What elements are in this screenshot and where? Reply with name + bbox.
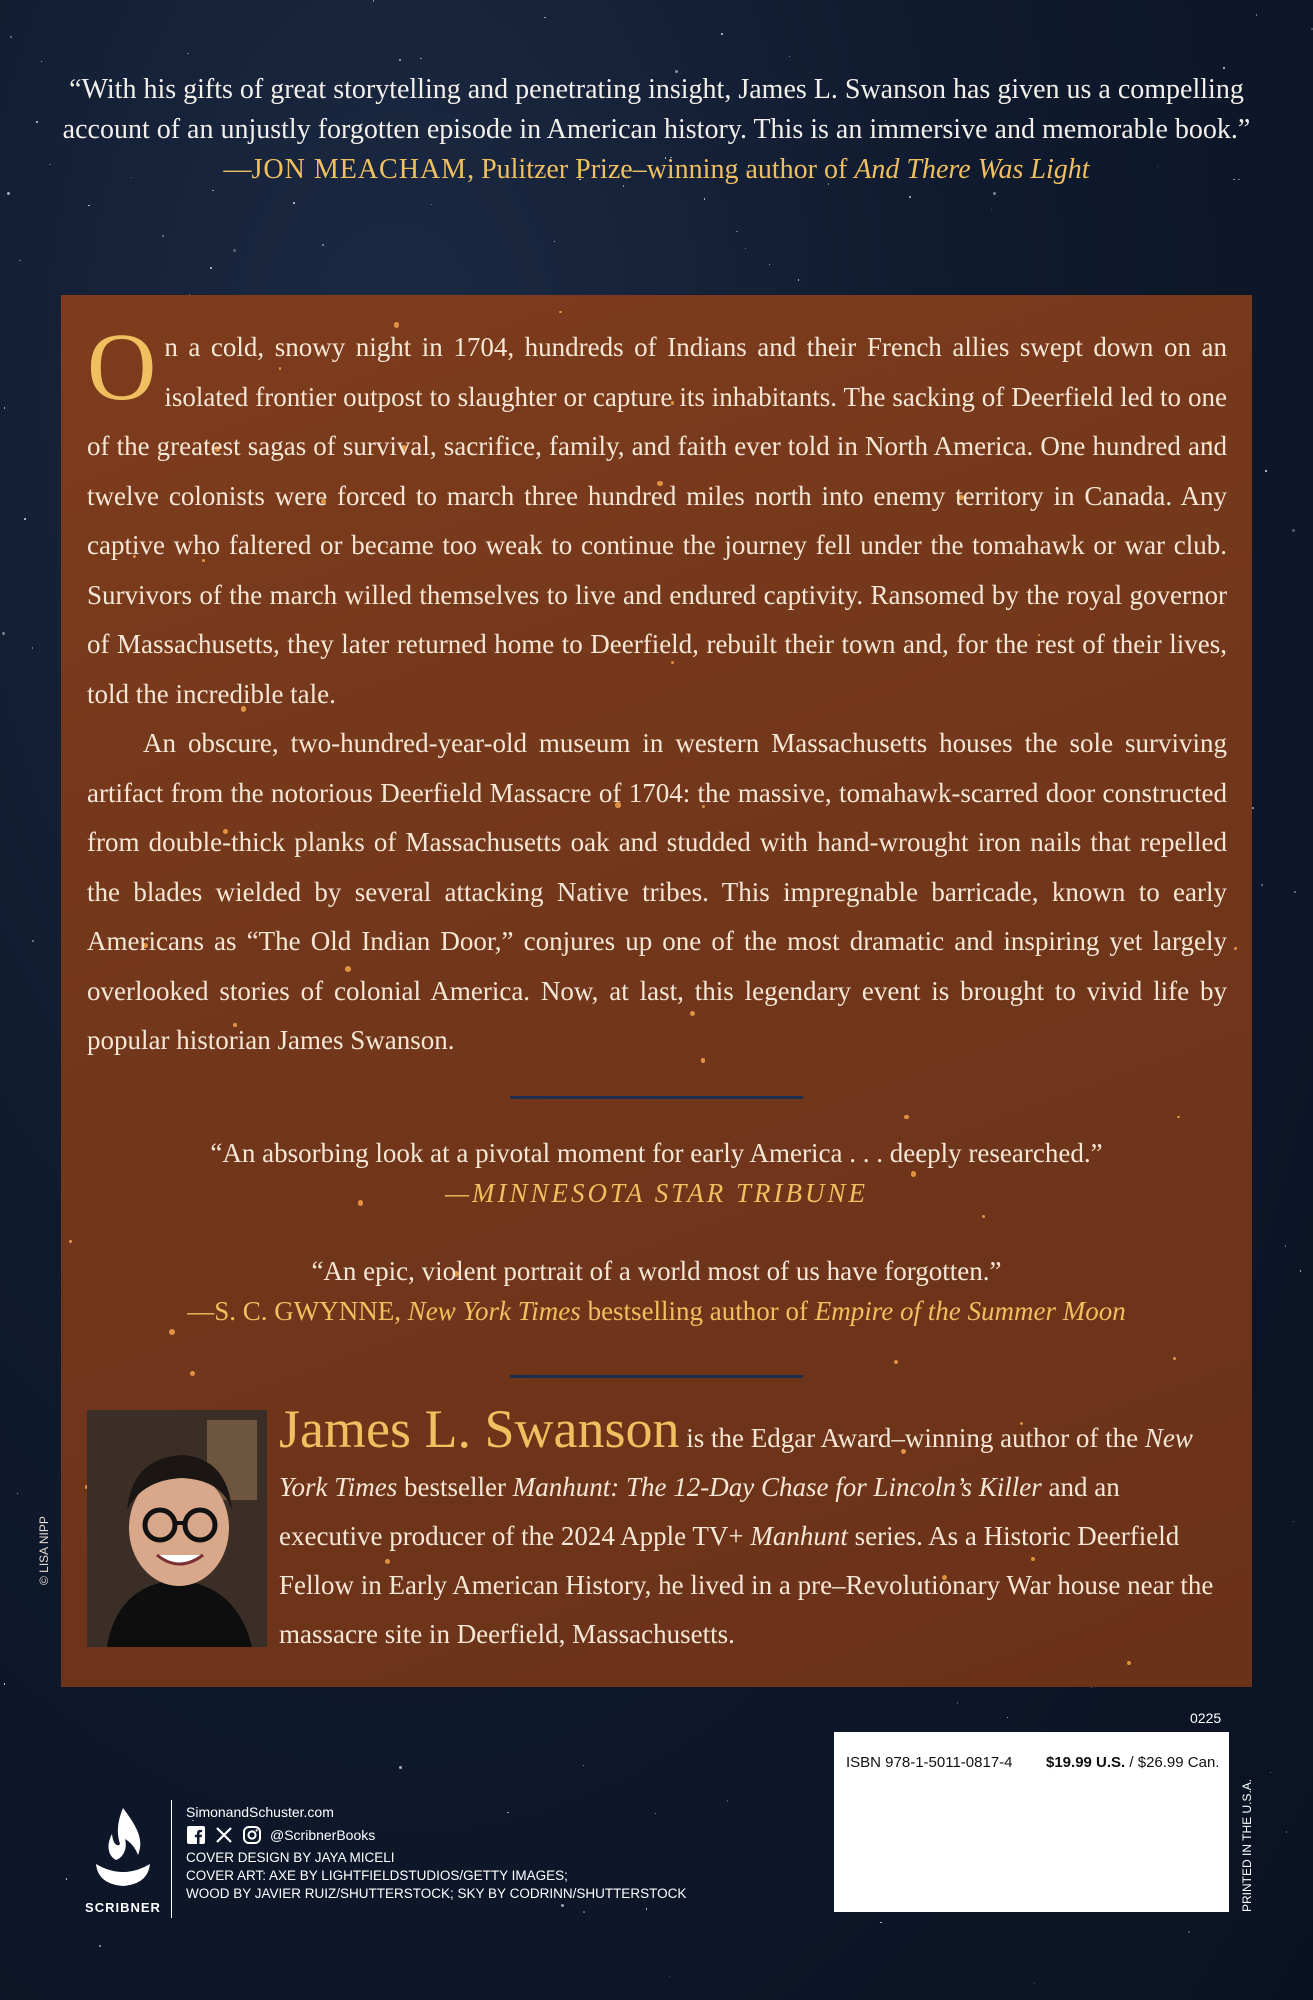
star	[646, 1908, 648, 1910]
attribution-name: JON MEACHAM	[251, 154, 468, 185]
star	[1292, 529, 1295, 532]
star	[17, 1493, 19, 1495]
star	[36, 121, 38, 123]
flame-icon	[78, 1800, 168, 1898]
star	[19, 260, 21, 262]
quote-text: “An epic, violent portrait of a world most of us have forgotten.”	[311, 1256, 1002, 1286]
star	[1311, 28, 1313, 30]
star	[32, 940, 34, 942]
publisher-wordmark: SCRIBNER	[85, 1900, 161, 1915]
ember	[1127, 1661, 1131, 1665]
top-quote-text: “With his gifts of great storytelling and penetrating insight, James L. Swanson has given us a compelling account of an unjustly forgotten episode in American history. This is an immersive and memorable book.”	[62, 74, 1251, 145]
ember	[190, 1371, 195, 1376]
photo-credit: © LISA NIPP	[37, 1516, 51, 1585]
star	[1256, 14, 1258, 16]
quote-text: “An absorbing look at a pivotal moment for early America . . . deeply researched.”	[210, 1138, 1103, 1168]
price: $19.99 U.S. / $26.99 Can.	[1046, 1754, 1220, 1771]
star	[583, 1765, 585, 1767]
star	[373, 0, 375, 2]
star	[1294, 891, 1296, 893]
social-handle[interactable]: @ScribnerBooks	[270, 1827, 376, 1843]
top-quote-attribution: —JON MEACHAM, Pulitzer Prize–winning author of And There Was Light	[223, 154, 1090, 185]
author-photo	[87, 1410, 267, 1647]
facebook-icon[interactable]	[186, 1825, 206, 1845]
star	[769, 264, 771, 266]
star	[210, 267, 212, 269]
x-icon[interactable]	[214, 1825, 234, 1845]
paragraph-2: An obscure, two-hundred-year-old museum in western Massachusetts houses the sole surviving artifact from the notorious Deerfield Massacre of 1704: the massive, tomahawk-scarred door constructed from double-thick planks of Massachusetts oak and studded with hand-wrought iron nails that repelled the blades wielded by several attacking Native tribes. This impregnable barricade, known to early Americans as “The Old Indian Door,” conjures up one of the most dramatic and inspiring yet largely overlooked stories of colonial America. Now, at last, this legendary event is brought to vivid life by popular historian James Swanson.	[87, 728, 1227, 1055]
ember	[894, 1360, 898, 1364]
ember	[1177, 1116, 1180, 1119]
credit-line: COVER DESIGN BY JAYA MICELI	[186, 1850, 395, 1865]
star	[991, 209, 993, 211]
barcode-box	[834, 1732, 1229, 1912]
star	[721, 33, 723, 35]
divider-rule	[510, 1096, 803, 1099]
star	[88, 205, 90, 207]
scribner-logo	[78, 1800, 168, 1920]
star	[1300, 1270, 1302, 1272]
ember	[904, 1115, 908, 1119]
star	[745, 248, 747, 250]
star	[1293, 1521, 1295, 1523]
star	[1188, 1931, 1190, 1933]
star	[1261, 884, 1263, 886]
author-portrait-illustration	[87, 1410, 267, 1647]
star	[322, 244, 324, 246]
social-links	[186, 1821, 686, 1849]
description-panel	[37, 295, 1252, 1687]
ember	[69, 1240, 72, 1243]
star	[1285, 1245, 1287, 1247]
star	[66, 1878, 68, 1880]
star	[909, 196, 911, 198]
star	[399, 1766, 402, 1769]
star	[1007, 1717, 1009, 1719]
star	[24, 518, 26, 520]
star	[233, 249, 236, 252]
star	[32, 647, 34, 649]
star	[293, 202, 295, 204]
author-bio: James L. Swanson is the Edgar Award–winning author of the New York Times bestseller Manhunt: The 12-Day Chase for Lincoln’s Killer and an executive producer of the 2024 Apple TV+ Manhunt series. As a Historic Deerfield Fellow in Early American History, he lived in a pre–Revolutionary War house near the massacre site in Deerfield, Massachusetts.	[279, 1399, 1214, 1649]
star	[1265, 470, 1267, 472]
star	[41, 61, 43, 63]
star	[704, 198, 706, 200]
star	[583, 1911, 585, 1913]
top-quote	[60, 70, 1253, 190]
star	[162, 235, 164, 237]
paragraph-1: n a cold, snowy night in 1704, hundreds of Indians and their French allies swept down on an isolated frontier outpost to slaughter or capture its inhabitants. The sacking of Deerfield led to one of the greatest sagas of survival, sacrifice, family, and faith ever told in North America. One hundred and twelve colonists were forced to march three hundred miles north into enemy territory in Canada. Any captive who faltered or became too weak to continue the journey fell under the tomahawk or war club. Survivors of the march willed themselves to live and endured captivity. Ransomed by the royal governor of Massachusetts, they later returned home to Deerfield, rebuilt their town and, for the rest of their lives, told the incredible tale.	[87, 332, 1227, 709]
review-quote-gwynne	[61, 1251, 1252, 1331]
description-text	[87, 313, 1227, 1066]
isbn: ISBN 978-1-5011-0817-4	[846, 1754, 1013, 1771]
star	[10, 36, 12, 38]
star	[1286, 1831, 1288, 1833]
footer-credits	[186, 1803, 686, 1903]
ember	[1173, 1357, 1176, 1360]
ember	[982, 1215, 985, 1218]
credit-line: COVER ART: AXE BY LIGHTFIELDSTUDIOS/GETTY IMAGES;	[186, 1868, 568, 1883]
star	[7, 192, 10, 195]
quote-source: —MINNESOTA STAR TRIBUNE	[444, 1178, 868, 1208]
star	[4, 407, 6, 409]
drop-cap: O	[87, 313, 157, 420]
product-code: 0225	[1190, 1710, 1222, 1726]
star	[798, 279, 800, 281]
star	[4, 1683, 6, 1685]
star	[669, 1976, 671, 1978]
printed-in-usa: PRINTED IN THE U.S.A.	[1240, 1778, 1254, 1912]
star	[554, 241, 556, 243]
instagram-icon[interactable]	[242, 1825, 262, 1845]
footer-divider	[171, 1800, 172, 1918]
review-quote-star-tribune	[61, 1133, 1252, 1213]
star	[420, 58, 422, 60]
divider-rule	[510, 1375, 803, 1378]
star	[1034, 1983, 1036, 1985]
star	[1223, 67, 1225, 69]
star	[993, 192, 996, 195]
quote-attribution: —S. C. GWYNNE, New York Times bestselling author of Empire of the Summer Moon	[187, 1296, 1126, 1326]
star	[789, 56, 791, 58]
star	[880, 1922, 882, 1924]
author-name: James L. Swanson	[279, 1399, 680, 1459]
credit-line: WOOD BY JAVIER RUIZ/SHUTTERSTOCK; SKY BY CODRINN/SHUTTERSTOCK	[186, 1886, 687, 1901]
star	[1270, 1772, 1272, 1774]
star	[561, 1904, 564, 1907]
star	[187, 53, 189, 55]
star	[957, 1702, 959, 1704]
publisher-site-link[interactable]: SimonandSchuster.com	[186, 1804, 334, 1820]
attribution-title: And There Was Light	[854, 154, 1090, 185]
star	[399, 59, 401, 61]
star	[727, 1800, 729, 1802]
star	[49, 164, 51, 166]
star	[431, 204, 433, 206]
ember	[559, 311, 561, 313]
star	[544, 17, 546, 19]
star	[99, 1945, 101, 1947]
star	[736, 231, 738, 233]
star	[1252, 807, 1254, 809]
ember	[1234, 947, 1237, 950]
star	[2, 632, 5, 635]
